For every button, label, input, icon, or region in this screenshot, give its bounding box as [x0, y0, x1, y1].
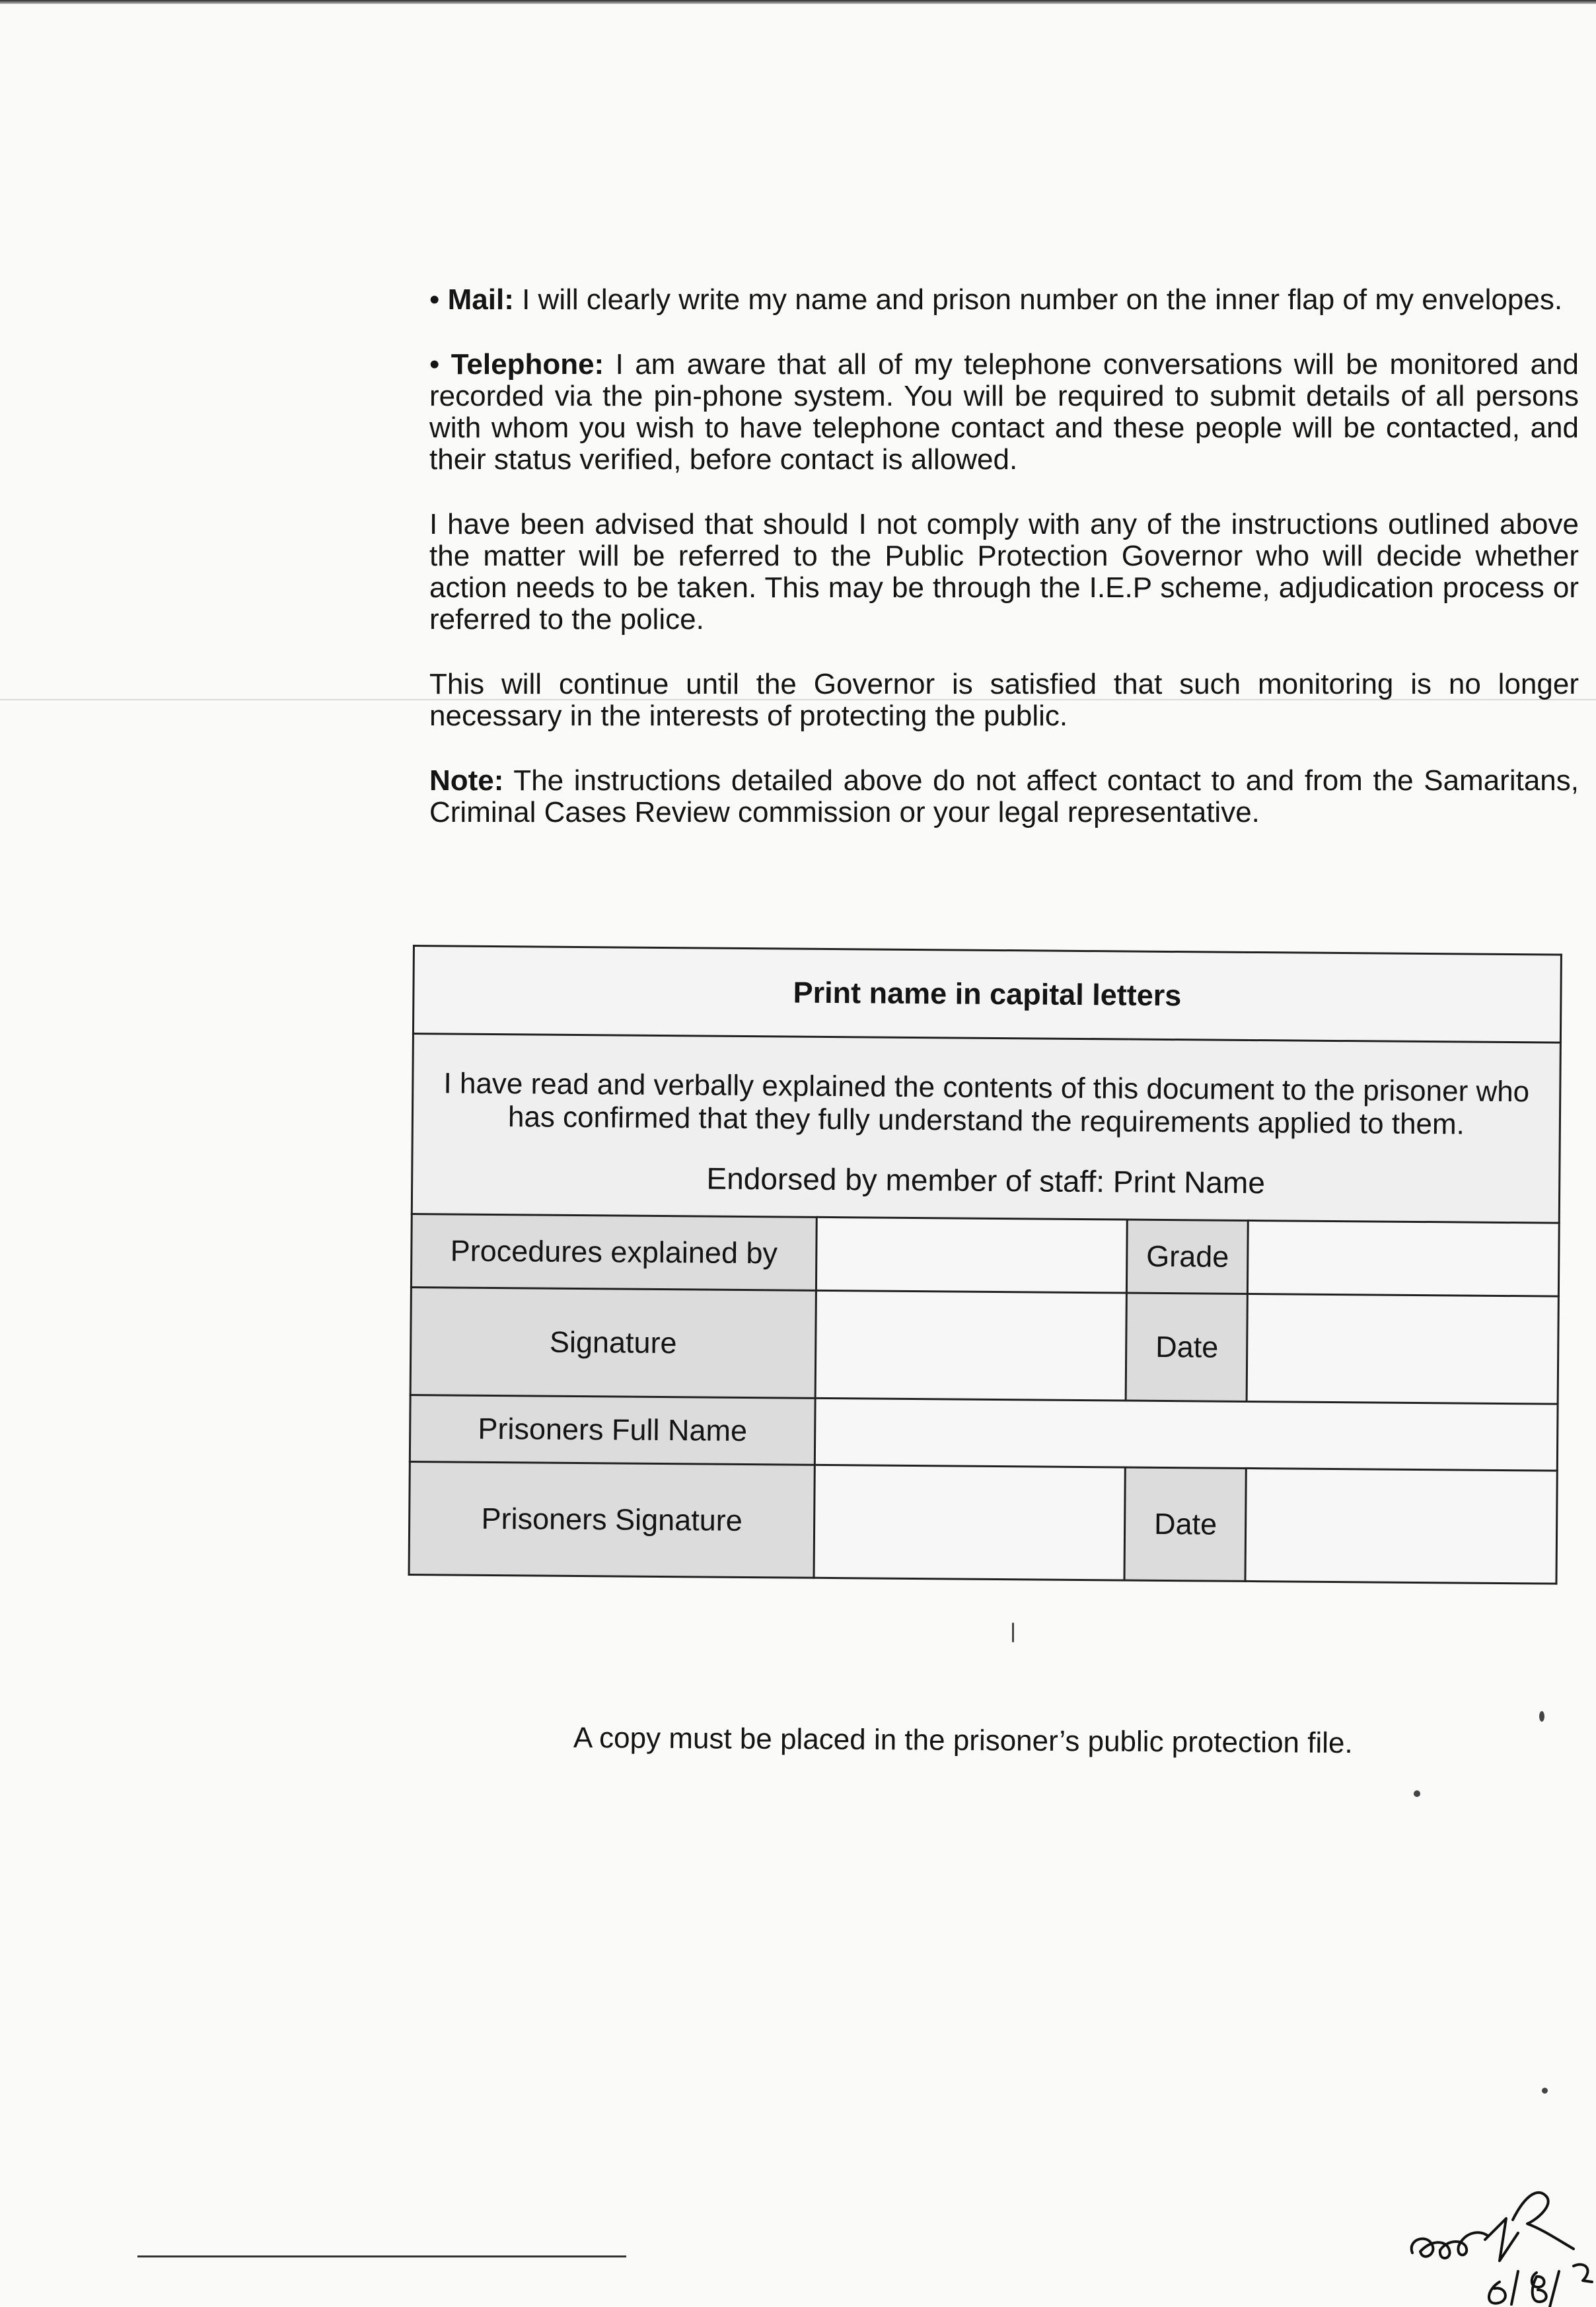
scan-speck — [1414, 1790, 1420, 1797]
prisoner-full-name-field[interactable] — [815, 1398, 1558, 1471]
note-paragraph — [429, 765, 1579, 828]
declaration-text: I have read and verbally explained the contents of this document to the prisoner who has confirmed that they fully understand the requirements applied to them. — [443, 1067, 1530, 1141]
procedures-explained-label: Procedures explained by — [411, 1214, 816, 1290]
document-body — [429, 284, 1579, 861]
telephone-label: Telephone: — [451, 348, 604, 381]
endorsement-form — [408, 945, 1562, 1585]
form-heading: Print name in capital letters — [413, 946, 1561, 1043]
advised-paragraph: I have been advised that should I not comply with any of the instructions outlined above the matter will be referred to the Public Protection Governor who will decide whether action needs to be taken. This may be through the I.E.P scheme, adjudication process or referred to the police. — [429, 508, 1579, 636]
scan-top-edge — [0, 0, 1596, 4]
grade-field[interactable] — [1248, 1220, 1559, 1296]
handwritten-signature — [1400, 2141, 1596, 2307]
date-field[interactable] — [1247, 1294, 1559, 1404]
scan-speck — [1542, 2088, 1548, 2094]
continue-paragraph: This will continue until the Governor is satisfied that such monitoring is no longer necessary in the interests of protecting the public. — [429, 668, 1579, 732]
mail-label: Mail: — [447, 283, 514, 316]
declaration-cell — [412, 1034, 1560, 1224]
endorsed-label: Endorsed by member of staff: Print Name — [706, 1161, 1266, 1200]
signature-field[interactable] — [815, 1290, 1127, 1401]
prisoner-date-field[interactable] — [1245, 1468, 1557, 1584]
grade-label: Grade — [1127, 1220, 1249, 1294]
note-label: Note: — [429, 764, 504, 797]
note-text: The instructions detailed above do not affect contact to and from the Samaritans, Criminal Cases Review commission or your legal representative. — [429, 764, 1579, 828]
prisoner-date-label: Date — [1124, 1467, 1246, 1581]
bullet: • — [429, 348, 451, 381]
prisoner-signature-label: Prisoners Signature — [409, 1461, 815, 1578]
procedures-explained-field[interactable] — [816, 1217, 1127, 1293]
signature-label: Signature — [410, 1287, 816, 1398]
bottom-rule — [137, 2255, 626, 2257]
telephone-paragraph — [429, 349, 1579, 476]
prisoner-full-name-label: Prisoners Full Name — [410, 1395, 815, 1465]
mail-paragraph — [429, 284, 1579, 316]
prisoner-signature-field[interactable] — [814, 1465, 1126, 1580]
date-label: Date — [1126, 1293, 1248, 1401]
telephone-text: I am aware that all of my telephone conversations will be monitored and recorded via the pin-phone system. You will be required to submit details of all persons with whom you wish to have telephone contact and these people will be contacted, and their status verified, before contact is allowed. — [429, 348, 1579, 476]
bullet: • — [429, 283, 448, 316]
footer-note: A copy must be placed in the prisoner’s public protection file. — [573, 1721, 1353, 1760]
mail-text: I will clearly write my name and prison number on the inner flap of my envelopes. — [513, 283, 1563, 316]
scan-speck — [1012, 1623, 1014, 1642]
scan-speck — [1539, 1711, 1544, 1722]
